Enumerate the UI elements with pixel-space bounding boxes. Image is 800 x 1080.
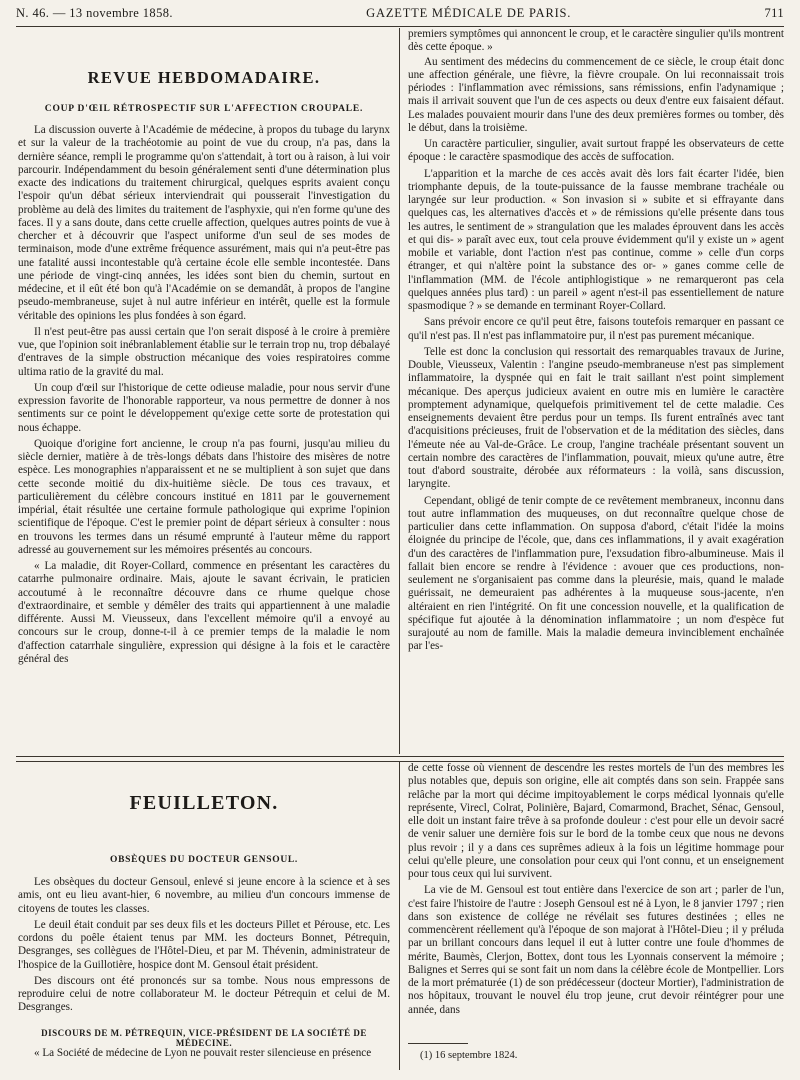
column-divider [399,28,400,754]
article-subtitle: COUP D'ŒIL RÉTROSPECTIF SUR L'AFFECTION CROUPALE. [44,104,364,114]
paragraph: premiers symptômes qui annoncent le croup, et le caractère singulier qu'ils montrent dès cette époque. » [408,28,784,54]
paragraph: Quoique d'origine fort ancienne, le croup n'a pas fourni, jusqu'au milieu du siècle dernier, matière à de très-longs débats dans l'histoire des misères de notre espèce. Les monographies n'apparaissent et ne se multiplient à son sujet que dans cette seconde moitié du dix-huitième siècle. De tous ces travaux, et particulièrement du célèbre concours institué en 1811 par le gouvernement impérial, était résultée une certaine formule pathologique qui exprime l'opinion scientifique de l'époque. C'est le premier point de départ sérieux à consulter : nous en trouvons les termes dans un résumé emprunté à l'auteur même du rapport adressé au gouvernement sur les mémoires présentés au concours. [18,437,390,556]
section-title-revue: REVUE HEBDOMADAIRE. [87,68,321,87]
paragraph: Sans prévoir encore ce qu'il peut être, faisons toutefois remarquer en passant ce qu'il n'est pas. Il n'est pas inflammatoire pur, il n'est pas purement mécanique. [408,316,784,342]
footnote-rule [408,1043,468,1044]
paragraph: de cette fosse où viennent de descendre les restes mortels de l'un des membres les plus notables que, depuis son origine, elle ait comptés dans son sein. Frappée sans relâche par la mort qui décime impitoyablement le corps médical lyonnais qu'elle représente, Virecl, Colrat, Polinière, Bajard, Comarmond, Brachet, Sénac, Gensoul, elle doit un instant faire trêve à sa profonde douleur : c'est pour elle un devoir sacré de venir saluer une dernière fois sur le bord de la tombe ceux que nous ne devons plus revoir ; il y a dans ces suprêmes adieux à la fois un légitime hommage pour celui qu'elle pleure, une consolation pour ceux qui l'ont connu, et un enseignement pour tous ceux qui lui survivent. [408,762,784,880]
feuilleton-left-column [18,876,390,1026]
running-header [16,6,784,27]
feuilleton-subtitle: OBSÈQUES DU DOCTEUR GENSOUL. [110,855,298,865]
paragraph: « La Société de médecine de Lyon ne pouvait rester silencieuse en présence [34,1047,372,1059]
paragraph: Il n'est peut-être pas aussi certain que l'on serait disposé à le croire à première vue, que l'opinion soit inébranlablement établie sur le terrain trop nu, trop débalayé d'entraves de la simple obstruction mécanique des voies respiratoires comme ultima ratio de la gravité du mal. [18,325,390,378]
journal-title: GAZETTE MÉDICALE DE PARIS. [366,6,572,20]
discours-heading: DISCOURS DE M. PÉTREQUIN, VICE-PRÉSIDENT DE LA SOCIÉTÉ DE MÉDECINE. [41,1028,367,1048]
paragraph: Un caractère particulier, singulier, avait surtout frappé les observateurs de cette époque : le caractère spasmodique des accès de suffocation. [408,138,784,164]
paragraph: Au sentiment des médecins du commencement de ce siècle, le croup était donc une affection générale, une fièvre, la fièvre croupale. On lui reconnaissait trois périodes : l'inflammation avec rémissions, sans rémissions, enfin l'adynamique ; mais il arrivait souvent que l'un de ces aspects ou deux d'entre eux faisaient défaut. Les malades pouvaient mourir dans l'une des deux premières formes ou tomber, dès le début, dans la troisième. [408,55,784,134]
paragraph: Cependant, obligé de tenir compte de ce revêtement membraneux, inconnu dans tout autre inflammation des muqueuses, on dut reconnaître quelque chose de particulier dans cette inflammation. On supposa d'abord, c'était l'idée la moins éloignée du principe de l'école, que, dans ces inflammations, il y avait exagération d'un des caractères de l'inflammation pure, l'exsudation fibro-albumineuse. Mais il fallait bien encore se rendre à l'évidence : avouer que ces productions, non-seulement ne s'organisaient pas comme dans la pleurésie, mais, quand le malade guérissait, ne demeuraient pas adhérentes à la muqueuse sous-jacente, n'en altéraient en rien l'intégrité. On fit une concession nouvelle, et la qualification de spécifique fut ajoutée à la dénomination inflammatoire ; un nom d'espèce fut surajouté au nom de famille. Mais la maladie demeura invinciblement enchaînée par l'es- [408,494,784,653]
issue-number: N. 46. — 13 novembre 1858. [16,6,173,20]
revue-right-column [408,28,784,750]
feuilleton-column-divider [399,762,400,1070]
discours-text-column [18,1047,390,1077]
paragraph: Des discours ont été prononcés sur sa tombe. Nous nous empressons de reproduire celui de notre collaborateur M. le docteur Pétrequin et celui de M. Desgranges. [18,974,390,1014]
footnote: (1) 16 septembre 1824. [420,1050,518,1061]
paragraph: Telle est donc la conclusion qui ressortait des remarquables travaux de Jurine, Double, Vieusseux, Valentin : l'angine pseudo-membraneuse n'est pas simplement inflammatoire, la dyspnée qui en fait le trait saillant n'est point simplement mécanique. Des aperçus judicieux avaient en outre mis en lumière le caractère promptement adynamique, quelquefois primitivement tel de cette maladie. Ces enseignements devaient être perdus pour un temps. Ils furent entraînés avec tant d'acquisitions précieuses, fruit de l'observation et de la méditation des siècles, dans l'émeute née au Val-de-Grâce. Le croup, l'angine trachéale présentant souvent un certain nombre des caractères de l'inflammation, pouvait, mieux qu'une autre, être tout d'abord soustraite, dérobée aux réformateurs : la voilà, sans discussion, laryngite. [408,345,784,491]
paragraph: L'apparition et la marche de ces accès avait dès lors fait écarter l'idée, bien triomphante depuis, de la toute-puissance de la fausse membrane trachéale ou laryngée sur leur production. « Son invasion si » subite et si effrayante dans quelques cas, les alternatives d'accès et » de rémissions qu'elle présente dans tous les autres, le sentiment de » strangulation que les malades éprouvent dans les accès et qui dis- » paraît avec eux, tout cela prouve évidemment qu'il y existe un » agent mobile et variable, dont l'action n'est pas continue, comme » celle d'un corps étranger, et qui n'altère point la substance des or- » ganes comme celle de l'inflammation (MM. de l'école antiphlogistique » ne remarqueront pas cela quelques années plus tard) : un pareil » agent n'est-il pas essentiellement de nature spasmodique ? » se demande en terminant Royer-Collard. [408,167,784,312]
paragraph: La discussion ouverte à l'Académie de médecine, à propos du tubage du larynx et sur la valeur de la trachéotomie au point de vue du croup, n'a pas, dans la dernière séance, rempli le programme qu'on s'attendait, à tort ou à raison, à lui voir parcourir. Indépendamment du besoin généralement senti d'une détermination plus exacte des indications du traitement chirurgical, quelques esprits avaient conçu l'espoir qu'un débat sérieux interviendrait qui pousserait l'investigation du problème au delà des limites du traitement de l'asphyxie, qui n'en forme qu'une des faces. Il y a sans doute, dans cette cruelle affection, quelques autres points de vue à chercher et à découvrir que l'aspect uniforme d'un seul de ses modes de terminaison, mode d'une extrême fréquence assurément, mais qui n'a peut-être pas une fatalité aussi incontestable qu'à certaine école elle semble incontestée. Dans une période de vingt-cinq années, les idées sont bien du chemin, surtout en médecine, et il eût été bon qu'à l'Académie on se demandât, à propos de l'angine pseudo-membraneuse, sujet à nul autre inférieur en intérêt, quelle est la formule véritable des opinions les plus fondées à son égard. [18,124,390,322]
feuilleton-right-column [408,762,784,1042]
section-title-feuilleton: FEUILLETON. [129,792,279,814]
paragraph: Le deuil était conduit par ses deux fils et les docteurs Pillet et Pérouse, etc. Les cordons du poêle étaient tenus par MM. les docteurs Bonnet, Pétrequin, Desgranges, ses collègues de l'Hôtel-Dieu, et par M. Thévenin, administrateur de l'hospice de la Guillotière, hospice dont M. Gensoul était président. [18,918,390,971]
revue-left-column [18,124,390,752]
paragraph: Les obsèques du docteur Gensoul, enlevé si jeune encore à la science et à ses amis, ont eu lieu avant-hier, 6 novembre, au milieu d'un concours immense de citoyens de toutes les classes. [18,876,390,915]
paragraph: « La maladie, dit Royer-Collard, commence en présentant les caractères du catarrhe pulmonaire ordinaire. Mais, ajoute le savant écrivain, le praticien accoutumé à le reconnaître découvre dans ce rhume quelque chose d'extraordinaire, et semble y démêler des traits qui appartiennent à une maladie différente. Aussi M. Vieusseux, dans l'excellent mémoire qu'il a envoyé au concours sur le croup, donne-t-il à ce premier temps de la maladie le nom d'affection catarrhale singulière, expression qui désigne à la fois et le caractère général des [18,560,390,665]
page-number: 711 [764,6,784,20]
paragraph: La vie de M. Gensoul est tout entière dans l'exercice de son art ; parler de l'un, c'est faire l'histoire de l'autre : Joseph Gensoul est né à Lyon, le 8 janvier 1797 ; rien dans son existence de collége ne révélait ses futures destinées ; elles ne commencèrent réellement qu'à l'époque de son majorat à l'Hôtel-Dieu ; il y préluda par un brillant concours dans lequel il eut à lutter contre une foule d'hommes de mérite, Baumès, Clerjon, Bottex, dont tous les Lyonnais conservent la mémoire ; Balignes et Serres qui se sont fait un nom dans la célèbre école de Montpellier. Lors de la mort prématurée (1) de son prédécesseur (docteur Mortier), l'administration de nos hôpitaux, trouvant le nouvel élu trop jeune, crut devoir réintégrer pour une année, dans [408,884,784,1016]
paragraph: Un coup d'œil sur l'historique de cette odieuse maladie, pour nous servir d'une expression favorite de l'honorable rapporteur, va nous permettre de donner à nos sentiments sur ce point le développement qu'exige cette sorte de protestation qui nous échappe. [18,381,390,434]
